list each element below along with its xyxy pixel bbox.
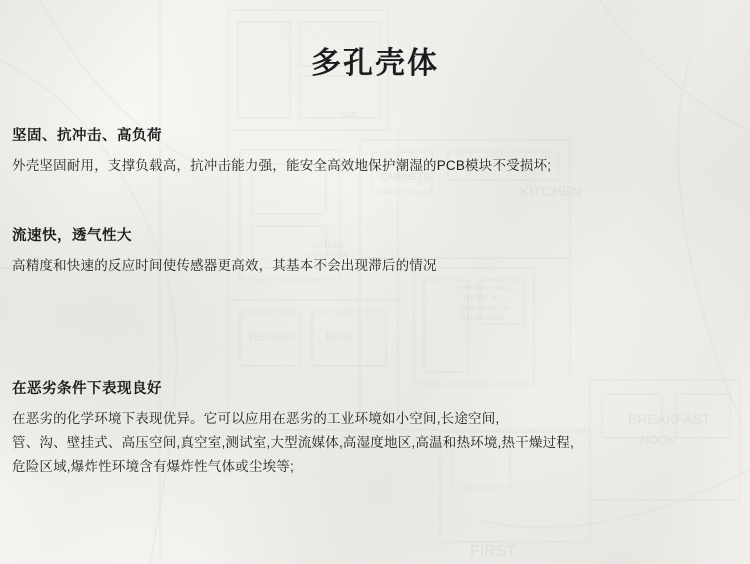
- section-line: 管、沟、壁挂式、高压空间,真空室,测试室,大型流媒体,高湿度地区,高温和热环境,热干燥过程,: [12, 434, 574, 450]
- section-spacer: [12, 178, 740, 224]
- section-body: [12, 407, 740, 478]
- page-title: 多孔壳体: [311, 47, 439, 80]
- section-spacer: [12, 277, 740, 377]
- section-heading: 流速快，透气性大: [12, 227, 132, 244]
- sections-container: [0, 124, 750, 478]
- section-body: [12, 154, 740, 178]
- section-heading: 在恶劣条件下表现良好: [12, 381, 162, 398]
- section-rugged: [12, 124, 740, 178]
- section-flow: [12, 224, 740, 278]
- section-line: 高精度和快速的反应时间使传感器更高效，其基本不会出现滞后的情况: [12, 257, 437, 273]
- section-body: [12, 254, 740, 278]
- section-line: 危险区域,爆炸性环境含有爆炸性气体或尘埃等;: [12, 458, 294, 474]
- section-line: 外壳坚固耐用，支撑负载高，抗冲击能力强，能安全高效地保护潮湿的PCB模块不受损坏;: [12, 158, 552, 173]
- section-heading: 坚固、抗冲击、高负荷: [12, 128, 162, 144]
- section-line: 在恶劣的化学环境下表现优异。它可以应用在恶劣的工业环境如小空间,长途空间,: [12, 411, 500, 427]
- section-harsh-conditions: [12, 377, 740, 478]
